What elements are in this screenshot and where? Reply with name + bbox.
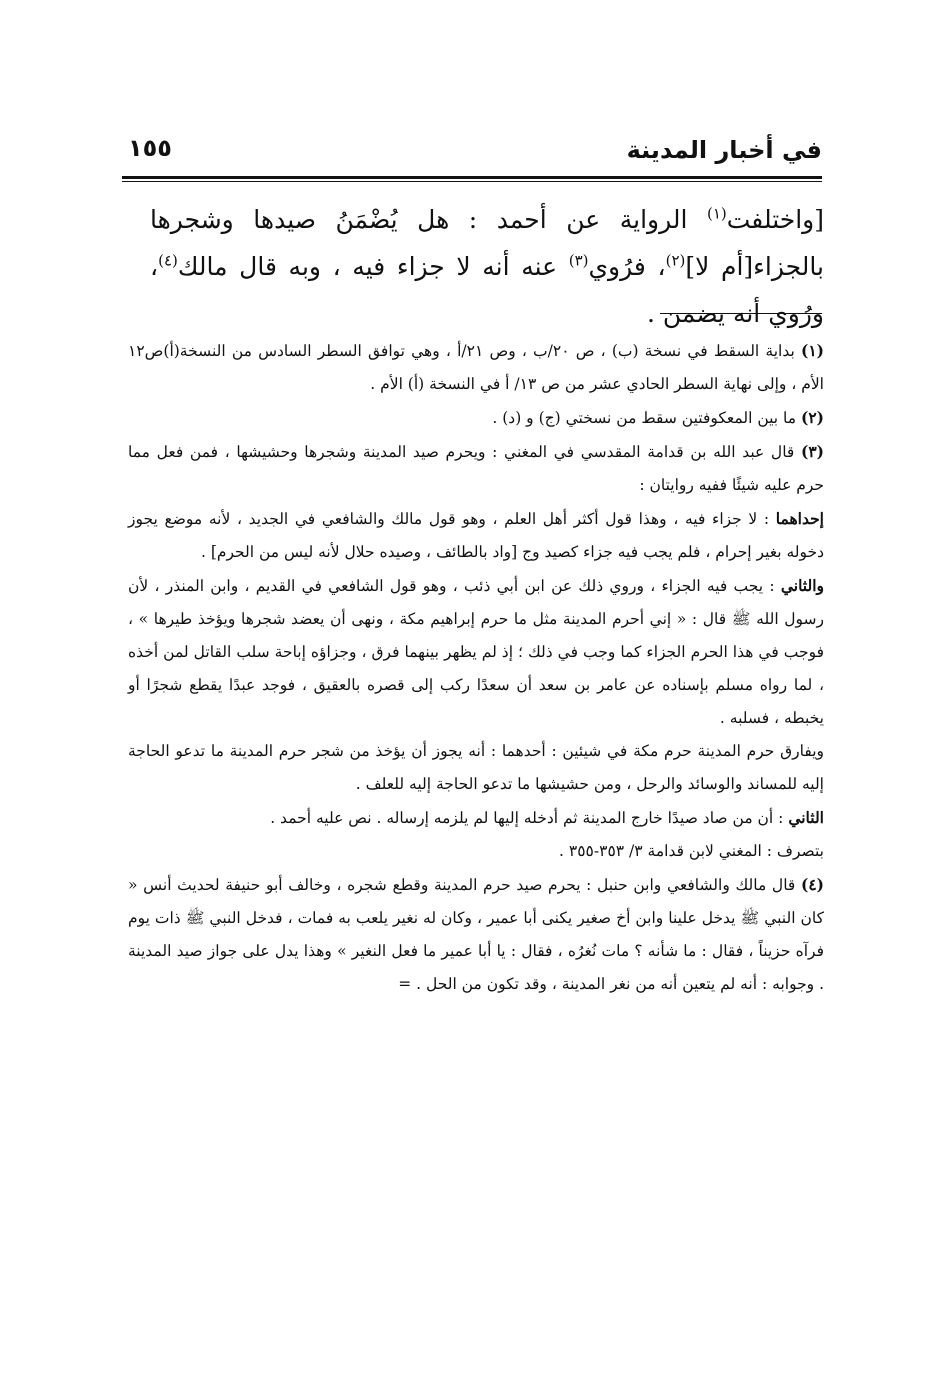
footnotes — [128, 334, 824, 1001]
main-text-segment: [واختلفت — [726, 205, 824, 234]
main-text-segment: ، ورُوي أنه يضمن . — [150, 252, 824, 328]
footnote-ref: (١) — [706, 204, 727, 223]
footnote-paragraph — [128, 502, 824, 569]
header-rule — [122, 176, 822, 182]
footnote-paragraph — [128, 801, 824, 835]
paragraph-lead: إحداهما — [775, 509, 824, 528]
page-header — [122, 132, 822, 176]
footnote-number: (١) — [801, 341, 825, 360]
footnote-source — [128, 835, 824, 868]
paragraph-lead: الثاني — [788, 808, 824, 827]
footnote-4 — [128, 868, 824, 1001]
footnote-number: (٣) — [800, 442, 824, 461]
running-title: في أخبار المدينة — [626, 136, 822, 164]
paragraph-lead: والثاني — [780, 576, 824, 595]
footnote-number: (٤) — [800, 875, 824, 894]
footnote-paragraph — [128, 569, 824, 735]
footnote-text: قال مالك والشافعي وابن حنبل : يحرم صيد حرم المدينة وقطع شجره ، وخالف أبو حنيفة لحديث أنس « كان النبي ﷺ يدخل علينا وابن أخ صغير يكنى أبا عمير ، وكان له نغير يلعب به فمات ، فدخل النبي ﷺ ذات يوم فرآه حزيناً ، فقال : ما شأنه ؟ مات نُغرُه ، فقال : يا أبا عمير ما فعل النغير » وهذا يدل على جواز صيد المدينة . وجوابه : أنه لم يتعين أنه من نغر المدينة ، وقد تكون من الحل . = — [128, 876, 824, 993]
footnote-1 — [128, 334, 824, 401]
paragraph-text: : أن من صاد صيدًا خارج المدينة ثم أدخله إليها لم يلزمه إرساله . نص عليه أحمد . — [270, 809, 789, 827]
main-text — [150, 196, 824, 337]
footnote-number: (٢) — [800, 408, 824, 427]
paragraph-text: : لا جزاء فيه ، وهذا قول أكثر أهل العلم ، وهو قول مالك والشافعي في الجديد ، لأنه موضع يجوز دخوله بغير إحرام ، فلم يجب فيه جزاء كصيد وج [واد بالطائف ، وصيده حلال لأنه ليس من الحرم] . — [128, 510, 824, 561]
footnote-ref: (٢) — [665, 251, 686, 270]
page-number: ١٥٥ — [128, 134, 172, 162]
footnote-text: قال عبد الله بن قدامة المقدسي في المغني : ويحرم صيد المدينة وشجرها وحشيشها ، فمن فعل مما حرم عليه شيئًا ففيه روايتان : — [128, 443, 824, 494]
footnote-text: ما بين المعكوفتين سقط من نسختي (ج) و (د) . — [492, 409, 801, 427]
footnote-text: بداية السقط في نسخة (ب) ، ص ٢٠/ب ، وص ٢١/أ ، وهي توافق السطر السادس من النسخة(أ)ص١٢ الأم ، وإلى نهاية السطر الحادي عشر من ص ١٣/ أ في النسخة (أ) الأم . — [128, 342, 824, 393]
footnote-paragraph — [128, 735, 824, 801]
footnote-ref: (٣) — [568, 251, 589, 270]
main-text-segment: الرواية عن أحمد : هل يُضْمَنُ صيدها وشجرها بالجزاء[أم لا] — [150, 205, 824, 281]
footnote-ref: (٤) — [158, 251, 178, 270]
footnote-rule — [660, 313, 822, 314]
footnote-3 — [128, 435, 824, 868]
paragraph-text: بتصرف : المغني لابن قدامة ٣/ ٣٥٣-٣٥٥ . — [559, 842, 824, 860]
paragraph-text: : يجب فيه الجزاء ، وروي ذلك عن ابن أبي ذئب ، وهو قول الشافعي في القديم ، وابن المنذر ، لأن رسول الله ﷺ قال : « إني أحرم المدينة مثل ما حرم إبراهيم مكة ، ونهى أن يعضد شجرها ويؤخذ طيرها » ، فوجب في هذا الحرم الجزاء كما وجب في ذلك ؛ إذ لم يظهر بينهما فرق ، وجزاؤه إباحة سلب القاتل لمن أخذه ، لما رواه مسلم بإسناده عن عامر بن سعد أن سعدًا ركب إلى قصره بالعقيق ، فوجد عبدًا يقطع شجرًا أو يخبطه ، فسلبه . — [128, 577, 824, 727]
main-text-segment: ، فرُوي — [588, 252, 666, 281]
main-text-segment: عنه أنه لا جزاء فيه ، وبه قال مالك — [177, 252, 569, 281]
footnote-2 — [128, 401, 824, 435]
paragraph-text: ويفارق حرم المدينة حرم مكة في شيئين : أحدهما : أنه يجوز أن يؤخذ من شجر حرم المدينة ما تدعو الحاجة إليه للمساند والوسائد والرحل ، ومن حشيشها ما تدعو الحاجة إليه للعلف . — [128, 742, 824, 793]
